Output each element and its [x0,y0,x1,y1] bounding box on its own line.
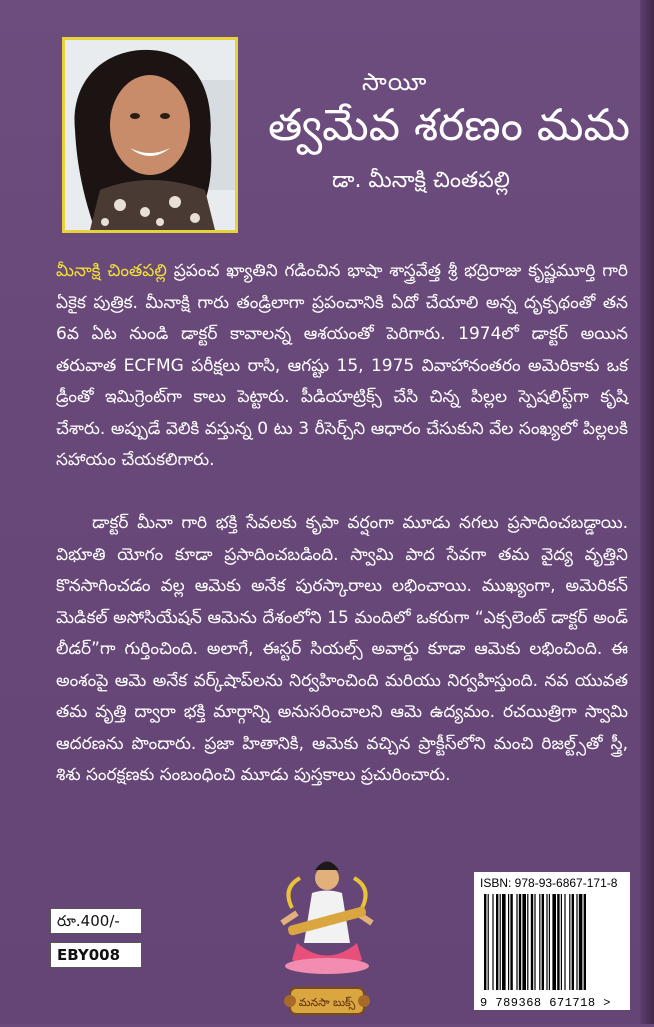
barcode [480,894,624,994]
blurb-paragraph-2: డాక్టర్ మీనా గారి భక్తి సేవలకు కృపా వర్షంగా మూడు నగలు ప్రసాదించబడ్డాయి. విభూతి యోగం కూడా ప్రసాదించబడింది. స్వామి పాద సేవగా తమ వైద్య వృత్తిని కొనసాగించడం వల్ల ఆమెకు అనేక పురస్కారాలు లభించాయి. ముఖ్యంగా, అమెరికన్ మెడికల్ అసోసియేషన్ ఆమెను దేశంలోని 15 మందిలో ఒకరుగా “ఎక్సలెంట్ డాక్టర్ అండ్ లీడర్”గా గుర్తించింది. అలాగే, ఈస్టర్ సియల్స్ అవార్డు కూడా ఆమెకు లభించింది. ఈ అంశంపై ఆమె అనేక వర్క్‌షాప్‌లను నిర్వహించింది మరియు నిర్వహిస్తుంది. నవ యువత తమ వృత్తి ద్వారా భక్తి మార్గాన్ని అనుసరించాలని ఆమె ఉద్యమం. రచయిత్రిగా స్వామి ఆదరణను పొందారు. ప్రజా హితానికి, ఆమెకు వచ్చిన ప్రాక్టీస్‌లోని మంచి రిజల్ట్స్‌తో స్త్రీ, శిశు సంరక్షణకు సంబంధించి మూడు పుస్తకాలు ప్రచురించారు. [56,513,628,785]
isbn-digits: 9 789368 671718 > [480,996,611,1010]
blurb-paragraph-1-text: ప్రపంచ ఖ్యాతిని గడించిన భాషా శాస్త్రవేత్త శ్రీ భద్రిరాజు కృష్ణమూర్తి గారి ఏకైక పుత్రిక. మీనాక్షి గారు తండ్రిలాగా ప్రపంచానికి ఏదో చేయాలి అన్న దృక్పథంతో తన 6వ ఏట నుండి డాక్టర్ కావాలన్న ఆశయంతో పెరిగారు. 1974లో డాక్టర్ అయిన తరువాత ECFMG పరీక్షలు రాసి, ఆగష్టు 15, 1975 వివాహానంతరం అమెరికాకు ఒక డ్రీంతో ఇమిగ్రెంట్‌గా కాలు పెట్టారు. పీడియాట్రిక్స్ చేసి చిన్న పిల్లల స్పెషలిస్ట్‌గా కృషి చేశారు. అప్పుడే వెలికి వస్తున్న 0 టు 3 రీసెర్చ్‌ని ఆధారం చేసుకుని వేల సంఖ్యలో పిల్లలకి సహాయం చేయకలిగారు. [56,261,628,470]
publisher-logo-text: మనసా బుక్స్ [298,996,356,1009]
isbn-label: ISBN: 978-93-6867-171-8 [480,876,618,890]
highlighted-name: మీనాక్షి చింతపల్లి [56,261,167,281]
book-title: త్వమేవ శరణం మమ [268,100,631,151]
author-name: డా. మీనాక్షి చింతపల్లి [332,168,510,193]
price-label: రూ.400/- [50,908,142,934]
book-subtitle: సాయీ [362,68,428,96]
publisher-logo [252,848,402,1023]
blurb-paragraph-1 [56,256,628,477]
spine-edge [640,0,654,1024]
book-code: EBY008 [50,942,142,968]
isbn-barcode-box [474,872,630,1010]
author-photo [62,37,238,233]
